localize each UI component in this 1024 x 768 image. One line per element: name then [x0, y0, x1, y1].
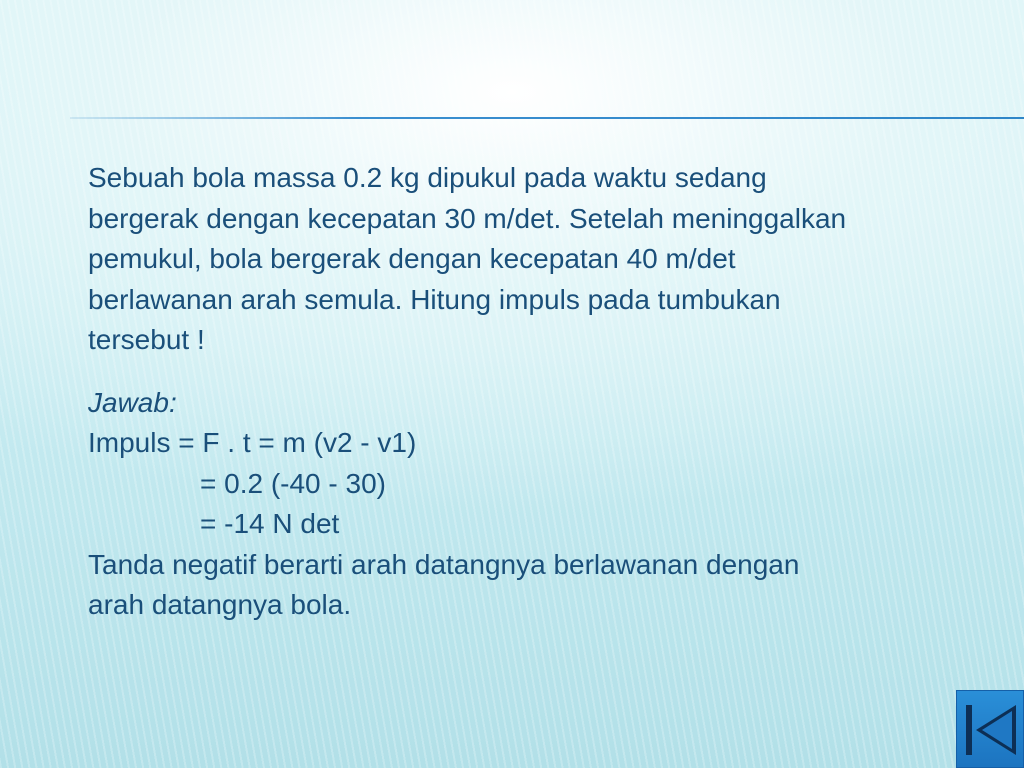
calculation-result: = -14 N det — [200, 508, 340, 539]
problem-statement — [88, 158, 1018, 361]
problem-line: pemukul, bola bergerak dengan kecepatan 40 m/det — [88, 243, 736, 274]
answer-block — [88, 383, 1018, 626]
calculation-step: = 0.2 (-40 - 30) — [200, 467, 386, 499]
first-slide-button[interactable] — [956, 690, 1024, 768]
conclusion-line: Tanda negatif berarti arah datangnya berlawanan dengan — [88, 548, 800, 580]
problem-line: tersebut ! — [88, 324, 205, 355]
slide-content — [88, 158, 1018, 626]
problem-line: berlawanan arah semula. Hitung impuls pada tumbukan — [88, 283, 781, 315]
impulse-formula: Impuls = F . t = m (v2 - v1) — [88, 427, 417, 458]
problem-line: Sebuah bola massa 0.2 kg dipukul pada waktu sedang — [88, 162, 767, 193]
conclusion-line: arah datangnya bola. — [88, 589, 352, 620]
title-divider-line — [70, 117, 1024, 119]
problem-line: bergerak dengan kecepatan 30 m/det. Setelah meninggalkan — [88, 202, 847, 234]
answer-label: Jawab: — [88, 386, 177, 418]
skip-to-first-icon — [964, 703, 1018, 757]
